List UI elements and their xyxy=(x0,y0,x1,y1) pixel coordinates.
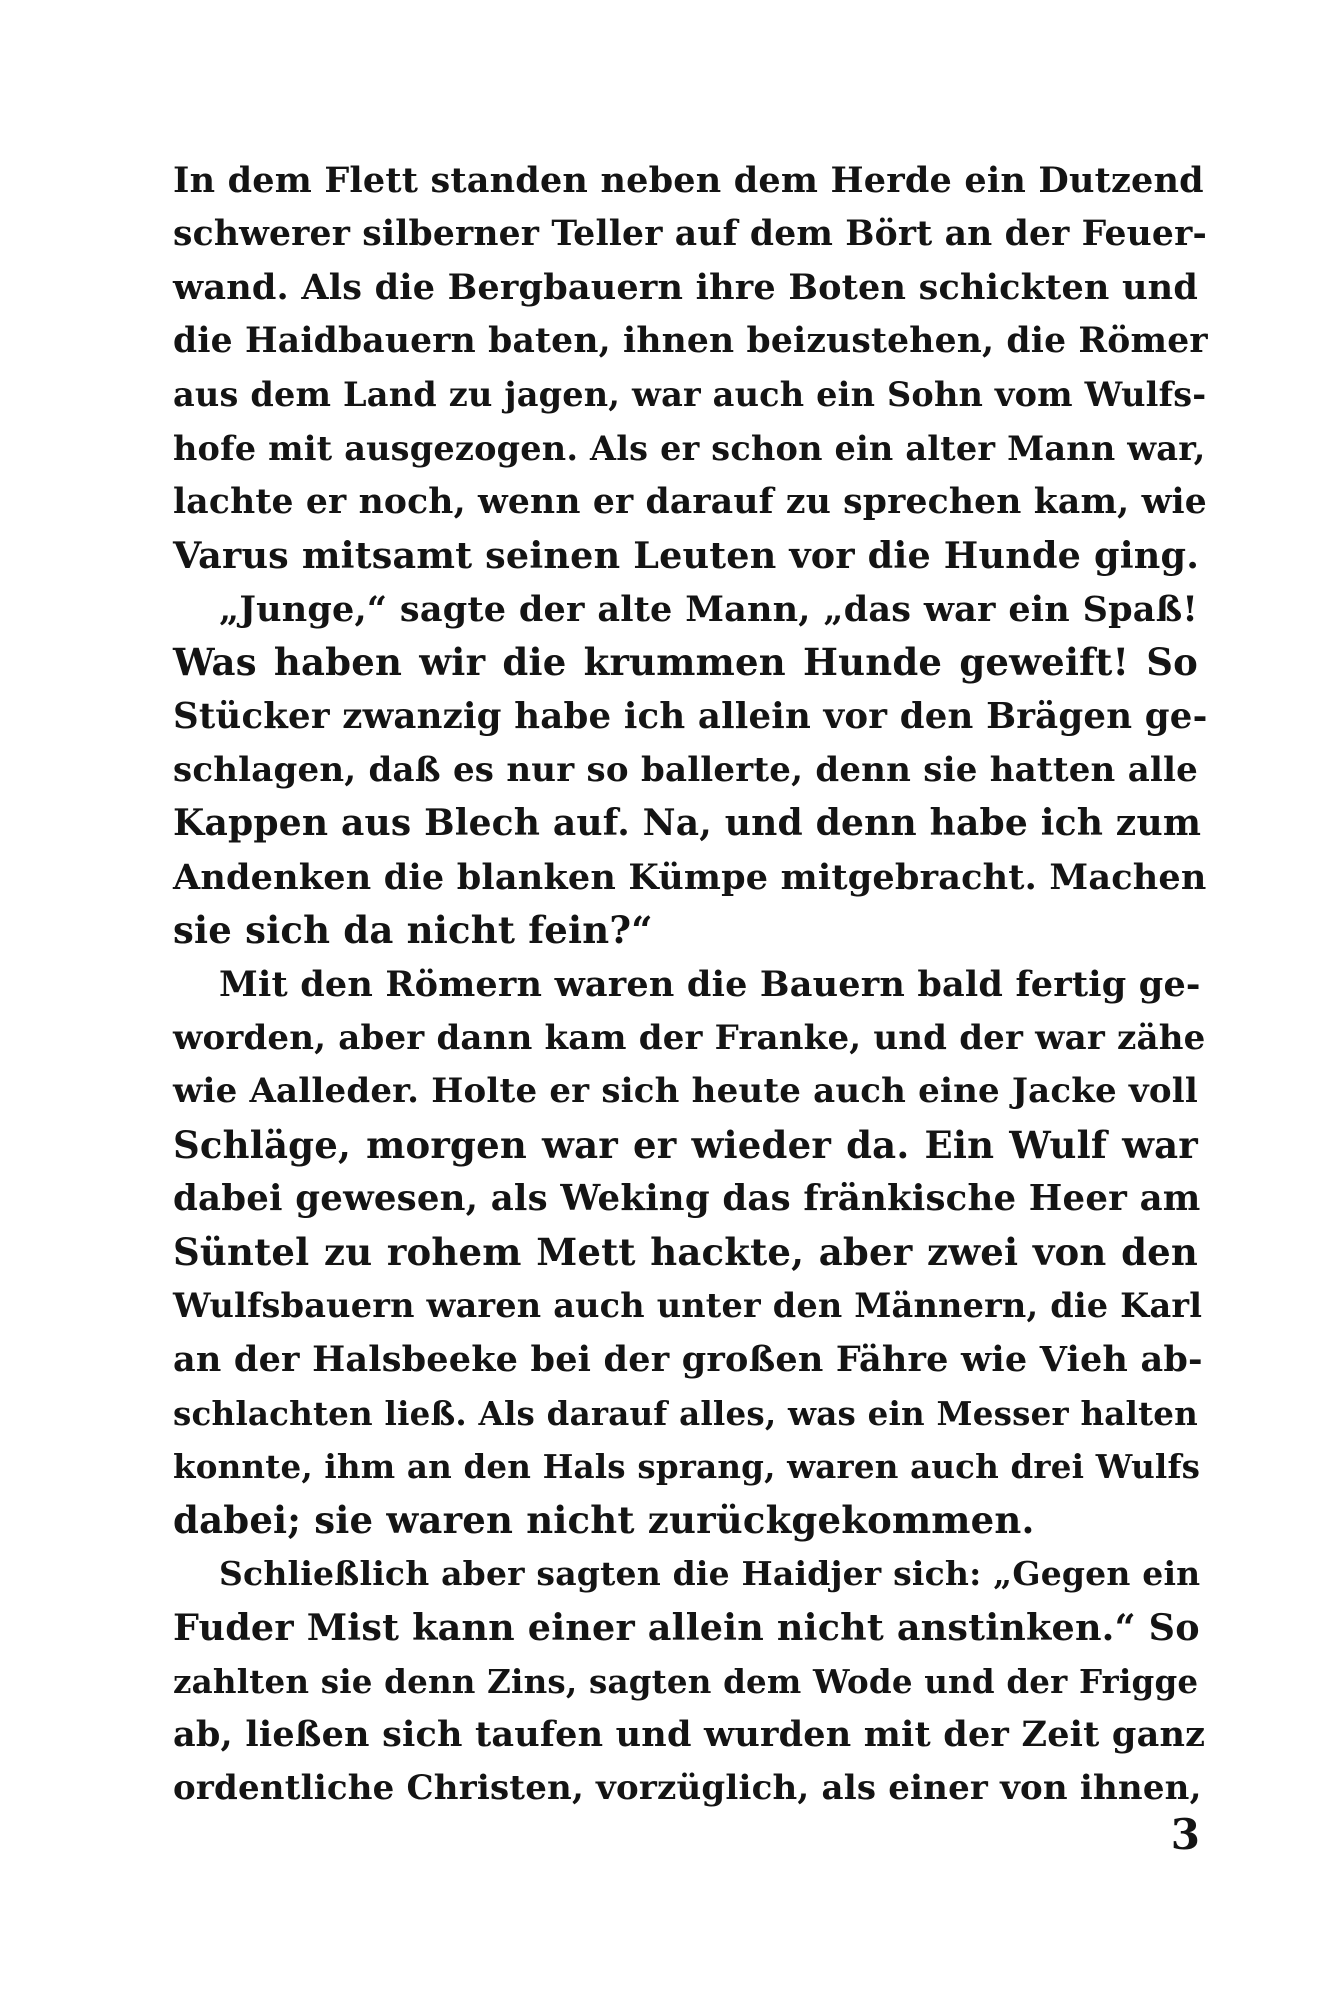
paragraph-2 xyxy=(173,583,1208,958)
text-line: dabei gewesen, als Weking das fränkische Heer am xyxy=(173,1178,1201,1220)
body-text xyxy=(173,154,1208,1815)
text-line: an der Halsbeeke bei der großen Fähre wie Vieh ab- xyxy=(173,1339,1203,1381)
text-line: In dem Flett standen neben dem Herde ein Dutzend xyxy=(173,160,1204,201)
text-line: schwerer silberner Teller auf dem Bört an der Feuer- xyxy=(173,213,1207,254)
page-number: 3 xyxy=(1170,1810,1200,1859)
paragraph-1 xyxy=(173,154,1208,583)
paragraph-4 xyxy=(173,1547,1206,1815)
text-line: schlagen, daß es nur so ballerte, denn sie hatten alle xyxy=(173,749,1198,790)
text-line: dabei; sie waren nicht zurückgekommen. xyxy=(173,1497,1035,1542)
text-line: Fuder Mist kann einer allein nicht anstinken.“ So xyxy=(173,1606,1200,1650)
text-line: Schließlich aber sagten die Haidjer sich: „Gegen ein xyxy=(219,1554,1201,1594)
text-line: Mit den Römern waren die Bauern bald fertig ge- xyxy=(219,963,1201,1005)
paragraph-3 xyxy=(173,958,1206,1548)
text-line: Schläge, morgen war er wieder da. Ein Wulf war xyxy=(173,1122,1198,1167)
text-line: Was haben wir die krummen Hunde geweift! So xyxy=(173,640,1198,685)
text-line: sie sich da nicht fein?“ xyxy=(173,908,653,953)
text-line: wand. Als die Bergbauern ihre Boten schickten und xyxy=(173,267,1198,309)
text-line: Süntel zu rohem Mett hackte, aber zwei von den xyxy=(173,1229,1198,1274)
text-line: Andenken die blanken Kümpe mitgebracht. Machen xyxy=(173,856,1207,898)
text-line: schlachten ließ. Als darauf alles, was ein Messer halten xyxy=(173,1393,1198,1433)
text-line: Kappen aus Blech auf. Na, und denn habe ich zum xyxy=(173,802,1202,845)
text-line: die Haidbauern baten, ihnen beizustehen, die Römer xyxy=(173,320,1208,361)
text-line: hofe mit ausgezogen. Als er schon ein alter Mann war, xyxy=(173,428,1206,468)
text-line: Stücker zwanzig habe ich allein vor den Brägen ge- xyxy=(173,695,1208,737)
text-line: aus dem Land zu jagen, war auch ein Sohn vom Wulfs- xyxy=(173,375,1207,415)
text-line: Varus mitsamt seinen Leuten vor die Hunde ging. xyxy=(173,534,1200,578)
text-line: Wulfsbauern waren auch unter den Männern, die Karl xyxy=(173,1286,1203,1326)
text-line: wie Aalleder. Holte er sich heute auch eine Jacke voll xyxy=(173,1071,1198,1112)
text-line: ab, ließen sich taufen und wurden mit der Zeit ganz xyxy=(173,1714,1206,1756)
text-line: lachte er noch, wenn er darauf zu sprechen kam, wie xyxy=(173,481,1207,522)
text-line: „Junge,“ sagte der alte Mann, „das war ein Spaß! xyxy=(219,588,1198,630)
text-line: worden, aber dann kam der Franke, und der war zähe xyxy=(173,1017,1206,1058)
text-line: zahlten sie denn Zins, sagten dem Wode und der Frigge xyxy=(173,1661,1199,1701)
text-line: ordentliche Christen, vorzüglich, als einer von ihnen, xyxy=(173,1767,1202,1808)
text-line: konnte, ihm an den Hals sprang, waren auch drei Wulfs xyxy=(173,1447,1201,1487)
